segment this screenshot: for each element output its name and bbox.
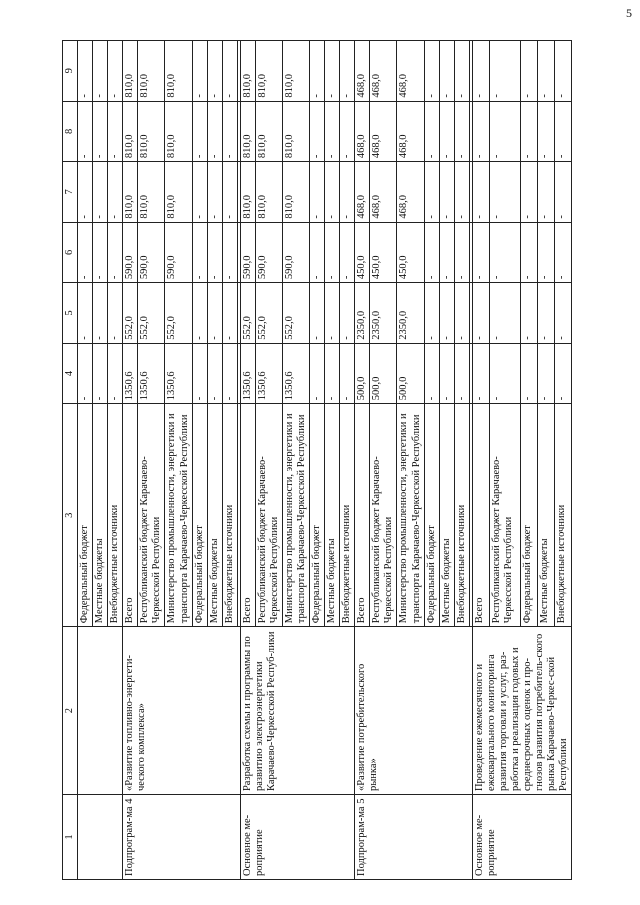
funding-source-cell: Федеральный бюджет xyxy=(424,404,439,627)
value-cell: 500,0 xyxy=(355,343,370,404)
value-cell: - xyxy=(325,41,340,102)
value-cell: - xyxy=(424,222,439,283)
value-cell: - xyxy=(454,222,469,283)
value-cell: 810,0 xyxy=(255,41,282,102)
funding-source-cell: Федеральный бюджет xyxy=(520,404,537,627)
value-cell: - xyxy=(325,222,340,283)
value-cell: 810,0 xyxy=(123,162,138,223)
value-cell: 552,0 xyxy=(240,283,255,344)
value-cell: 810,0 xyxy=(240,101,255,162)
value-cell: 810,0 xyxy=(138,162,165,223)
value-cell: 1350,6 xyxy=(165,343,192,404)
funding-source-cell: Местные бюджеты xyxy=(537,404,554,627)
value-cell: - xyxy=(454,283,469,344)
value-cell: - xyxy=(520,162,537,223)
value-cell: 590,0 xyxy=(165,222,192,283)
program-type-cell: Подпрограм-ма 4 xyxy=(123,795,241,880)
column-header: 9 xyxy=(63,41,78,102)
value-cell: - xyxy=(472,101,489,162)
value-cell: - xyxy=(192,283,207,344)
value-cell: - xyxy=(325,101,340,162)
value-cell: - xyxy=(454,343,469,404)
value-cell: 810,0 xyxy=(138,41,165,102)
column-header: 4 xyxy=(63,343,78,404)
value-cell: - xyxy=(340,222,355,283)
value-cell: 810,0 xyxy=(240,41,255,102)
value-cell: - xyxy=(424,41,439,102)
value-cell: - xyxy=(340,101,355,162)
funding-source-cell: Министерство промышленности, энергетики и транспорта Карачаево-Черкесской Республики xyxy=(282,404,309,627)
value-cell: 1350,6 xyxy=(255,343,282,404)
value-cell: - xyxy=(108,41,123,102)
column-header: 7 xyxy=(63,162,78,223)
value-cell: 810,0 xyxy=(255,162,282,223)
value-cell: - xyxy=(310,283,325,344)
value-cell: - xyxy=(537,283,554,344)
value-cell: 810,0 xyxy=(123,101,138,162)
value-cell: 810,0 xyxy=(282,162,309,223)
column-header: 2 xyxy=(63,627,78,795)
value-cell: 468,0 xyxy=(355,41,370,102)
value-cell: 1350,6 xyxy=(282,343,309,404)
value-cell: - xyxy=(555,162,572,223)
funding-source-cell: Всего xyxy=(123,404,138,627)
value-cell: - xyxy=(222,222,237,283)
value-cell: - xyxy=(489,162,520,223)
value-cell: - xyxy=(555,283,572,344)
funding-source-cell: Всего xyxy=(240,404,255,627)
value-cell: - xyxy=(310,101,325,162)
program-name-cell xyxy=(78,627,123,795)
program-name-cell: Проведение ежемесячного и ежеквартального мониторинга развития торговли и услуг, раз-работка и реализация годовых и среднесрочных оценок и про-гнозов развития потребитель-ского рынка Карачаево-Черкес-ской Республики xyxy=(472,627,572,795)
program-type-cell xyxy=(78,795,123,880)
value-cell: - xyxy=(520,343,537,404)
value-cell: - xyxy=(439,343,454,404)
value-cell: - xyxy=(340,343,355,404)
value-cell: 468,0 xyxy=(397,101,424,162)
value-cell: - xyxy=(108,283,123,344)
program-type-cell: Основное ме-роприятие xyxy=(472,795,572,880)
program-name-cell: Разработка схемы и программы по развитию электроэнергетики Карачаево-Черкесской Респуб-лики xyxy=(240,627,355,795)
value-cell: - xyxy=(424,343,439,404)
funding-source-cell: Республиканский бюджет Карачаево-Черкесской Республики xyxy=(138,404,165,627)
value-cell: - xyxy=(489,101,520,162)
value-cell: - xyxy=(537,162,554,223)
funding-source-cell: Внебюджетные источники xyxy=(340,404,355,627)
value-cell: - xyxy=(340,283,355,344)
program-type-cell: Подпрограм-ма 5 xyxy=(355,795,473,880)
value-cell: 1350,6 xyxy=(240,343,255,404)
value-cell: - xyxy=(207,162,222,223)
value-cell: - xyxy=(520,222,537,283)
value-cell: 2350,0 xyxy=(397,283,424,344)
value-cell: - xyxy=(310,41,325,102)
value-cell: - xyxy=(489,41,520,102)
value-cell: - xyxy=(555,41,572,102)
value-cell: - xyxy=(439,283,454,344)
value-cell: - xyxy=(207,343,222,404)
funding-source-cell: Местные бюджеты xyxy=(207,404,222,627)
value-cell: - xyxy=(439,222,454,283)
value-cell: - xyxy=(454,162,469,223)
value-cell: - xyxy=(310,222,325,283)
funding-source-cell: Местные бюджеты xyxy=(439,404,454,627)
value-cell: - xyxy=(489,283,520,344)
value-cell: - xyxy=(222,162,237,223)
value-cell: - xyxy=(537,343,554,404)
value-cell: 552,0 xyxy=(165,283,192,344)
value-cell: - xyxy=(472,162,489,223)
value-cell: 590,0 xyxy=(138,222,165,283)
value-cell: 810,0 xyxy=(240,162,255,223)
value-cell: - xyxy=(192,101,207,162)
value-cell: 810,0 xyxy=(165,101,192,162)
value-cell: 552,0 xyxy=(123,283,138,344)
value-cell: 450,0 xyxy=(370,222,397,283)
value-cell: 552,0 xyxy=(255,283,282,344)
funding-source-cell: Внебюджетные источники xyxy=(108,404,123,627)
value-cell: - xyxy=(78,222,93,283)
funding-source-cell: Местные бюджеты xyxy=(325,404,340,627)
value-cell: - xyxy=(108,162,123,223)
value-cell: 468,0 xyxy=(355,162,370,223)
page-number: 5 xyxy=(626,6,632,20)
value-cell: 2350,0 xyxy=(370,283,397,344)
value-cell: 468,0 xyxy=(370,162,397,223)
value-cell: - xyxy=(192,343,207,404)
value-cell: - xyxy=(340,162,355,223)
funding-source-cell: Внебюджетные источники xyxy=(555,404,572,627)
value-cell: - xyxy=(520,41,537,102)
value-cell: - xyxy=(340,41,355,102)
value-cell: - xyxy=(78,41,93,102)
value-cell: - xyxy=(489,222,520,283)
value-cell: - xyxy=(325,162,340,223)
value-cell: - xyxy=(192,222,207,283)
value-cell: 590,0 xyxy=(240,222,255,283)
value-cell: 810,0 xyxy=(138,101,165,162)
value-cell: - xyxy=(325,283,340,344)
value-cell: - xyxy=(489,343,520,404)
value-cell: - xyxy=(555,101,572,162)
value-cell: - xyxy=(93,222,108,283)
value-cell: 500,0 xyxy=(397,343,424,404)
value-cell: - xyxy=(472,222,489,283)
funding-source-cell: Министерство промышленности, энергетики и транспорта Карачаево-Черкесской Республики xyxy=(165,404,192,627)
value-cell: 590,0 xyxy=(282,222,309,283)
value-cell: - xyxy=(424,101,439,162)
value-cell: 468,0 xyxy=(355,101,370,162)
funding-source-cell: Федеральный бюджет xyxy=(192,404,207,627)
value-cell: 500,0 xyxy=(370,343,397,404)
header-row xyxy=(63,41,78,880)
value-cell: 552,0 xyxy=(282,283,309,344)
value-cell: - xyxy=(310,162,325,223)
value-cell: - xyxy=(537,101,554,162)
value-cell: - xyxy=(555,222,572,283)
value-cell: - xyxy=(207,41,222,102)
funding-source-cell: Всего xyxy=(472,404,489,627)
value-cell: - xyxy=(93,343,108,404)
program-name-cell: «Развитие топливно-энергети-ческого комплекса» xyxy=(123,627,241,795)
value-cell: 468,0 xyxy=(397,162,424,223)
value-cell: - xyxy=(207,283,222,344)
value-cell: - xyxy=(222,101,237,162)
value-cell: 590,0 xyxy=(123,222,138,283)
value-cell: - xyxy=(325,343,340,404)
value-cell: 810,0 xyxy=(255,101,282,162)
table-row xyxy=(123,41,138,880)
value-cell: - xyxy=(472,41,489,102)
value-cell: 552,0 xyxy=(138,283,165,344)
column-header: 1 xyxy=(63,795,78,880)
funding-source-cell: Всего xyxy=(355,404,370,627)
value-cell: - xyxy=(207,101,222,162)
column-header: 6 xyxy=(63,222,78,283)
column-header: 5 xyxy=(63,283,78,344)
value-cell: - xyxy=(424,162,439,223)
funding-source-cell: Внебюджетные источники xyxy=(454,404,469,627)
value-cell: 450,0 xyxy=(355,222,370,283)
value-cell: - xyxy=(439,101,454,162)
table-row xyxy=(355,41,370,880)
value-cell: - xyxy=(78,101,93,162)
funding-source-cell: Внебюджетные источники xyxy=(222,404,237,627)
value-cell: - xyxy=(520,101,537,162)
value-cell: 1350,6 xyxy=(138,343,165,404)
value-cell: 1350,6 xyxy=(123,343,138,404)
value-cell: - xyxy=(439,162,454,223)
value-cell: - xyxy=(537,222,554,283)
value-cell: - xyxy=(78,343,93,404)
value-cell: - xyxy=(454,101,469,162)
program-type-cell: Основное ме-роприятие xyxy=(240,795,355,880)
value-cell: 810,0 xyxy=(123,41,138,102)
funding-source-cell: Местные бюджеты xyxy=(93,404,108,627)
value-cell: - xyxy=(78,162,93,223)
value-cell: 468,0 xyxy=(370,101,397,162)
value-cell: - xyxy=(222,41,237,102)
value-cell: - xyxy=(192,41,207,102)
column-header: 8 xyxy=(63,101,78,162)
value-cell: - xyxy=(555,343,572,404)
value-cell: 810,0 xyxy=(165,162,192,223)
value-cell: 810,0 xyxy=(165,41,192,102)
value-cell: 2350,0 xyxy=(355,283,370,344)
value-cell: 590,0 xyxy=(255,222,282,283)
table-row xyxy=(78,41,93,880)
budget-table xyxy=(62,40,572,880)
value-cell: - xyxy=(93,283,108,344)
table-row xyxy=(472,41,489,880)
value-cell: 810,0 xyxy=(282,101,309,162)
value-cell: 810,0 xyxy=(282,41,309,102)
value-cell: 468,0 xyxy=(370,41,397,102)
value-cell: 468,0 xyxy=(397,41,424,102)
value-cell: - xyxy=(439,41,454,102)
value-cell: - xyxy=(454,41,469,102)
column-header: 3 xyxy=(63,404,78,627)
table-row xyxy=(240,41,255,880)
rotated-table-container xyxy=(62,40,590,880)
value-cell: - xyxy=(537,41,554,102)
value-cell: - xyxy=(424,283,439,344)
value-cell: - xyxy=(222,283,237,344)
funding-source-cell: Федеральный бюджет xyxy=(310,404,325,627)
value-cell: - xyxy=(108,101,123,162)
program-name-cell: «Развитие потребительского рынка» xyxy=(355,627,473,795)
value-cell: - xyxy=(207,222,222,283)
value-cell: - xyxy=(520,283,537,344)
value-cell: - xyxy=(108,222,123,283)
value-cell: - xyxy=(310,343,325,404)
value-cell: - xyxy=(93,101,108,162)
value-cell: - xyxy=(78,283,93,344)
funding-source-cell: Республиканский бюджет Карачаево-Черкесской Республики xyxy=(370,404,397,627)
funding-source-cell: Республиканский бюджет Карачаево-Черкесской Республики xyxy=(489,404,520,627)
value-cell: - xyxy=(472,343,489,404)
value-cell: - xyxy=(108,343,123,404)
value-cell: - xyxy=(222,343,237,404)
funding-source-cell: Федеральный бюджет xyxy=(78,404,93,627)
value-cell: - xyxy=(93,41,108,102)
funding-source-cell: Республиканский бюджет Карачаево-Черкесской Республики xyxy=(255,404,282,627)
value-cell: 450,0 xyxy=(397,222,424,283)
funding-source-cell: Министерство промышленности, энергетики и транспорта Карачаево-Черкесской Республики xyxy=(397,404,424,627)
value-cell: - xyxy=(192,162,207,223)
value-cell: - xyxy=(93,162,108,223)
value-cell: - xyxy=(472,283,489,344)
